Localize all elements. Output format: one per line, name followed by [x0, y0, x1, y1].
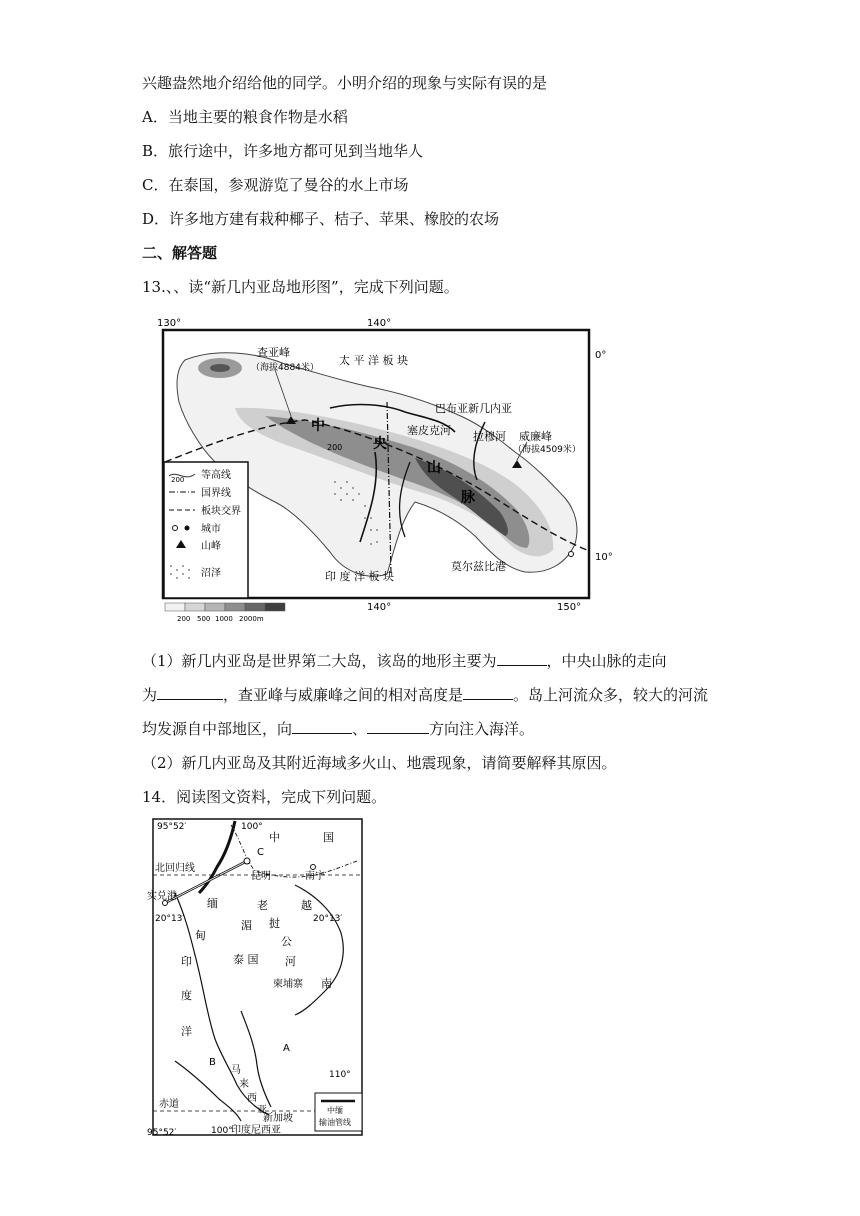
- png-label: 巴布亚新几内亚: [435, 402, 512, 415]
- legend-peak: 山峰: [201, 541, 221, 552]
- answer-blank-river-1[interactable]: [292, 719, 352, 734]
- q13-part1-text-f: 均发源自中部地区，向: [142, 720, 293, 738]
- sittwe-label: 实兑港: [147, 891, 177, 902]
- malaysia-char-4: 亚: [257, 1105, 267, 1116]
- laos-char-2: 挝: [269, 917, 280, 930]
- lat-left: 20°13′: [155, 914, 185, 924]
- china-char-2: 国: [323, 831, 334, 844]
- answer-blank-height[interactable]: [463, 685, 513, 700]
- legend-contour-sample-value: 200: [171, 476, 185, 484]
- malaysia-char-2: 来: [239, 1079, 249, 1090]
- legend-contour: 等高线: [201, 470, 231, 481]
- range-char-4: 脉: [461, 490, 475, 506]
- port-moresby-label: 莫尔兹比港: [451, 560, 506, 573]
- legend-city: 城市: [201, 524, 221, 535]
- q13-part1-text-h: 方向注入海洋。: [429, 720, 535, 738]
- lat-label-10: 10°: [595, 552, 613, 563]
- nanning-label: 南宁: [305, 871, 325, 882]
- legend-swamp: 沼泽: [201, 568, 221, 579]
- map2-legend-line2: 输油管线: [319, 1118, 351, 1127]
- option-c: C．在泰国，参观游览了曼谷的水上市场: [142, 176, 409, 194]
- india-ocean-char-1: 印: [181, 955, 192, 968]
- malaysia-char-3: 西: [247, 1093, 257, 1104]
- viet-char-1: 越: [301, 899, 312, 912]
- q13-part1-line2: [142, 684, 708, 705]
- tropic-label: 北回归线: [155, 863, 195, 874]
- scale-label-1000: 1000: [215, 615, 233, 623]
- burma-char-2: 甸: [195, 929, 206, 942]
- answer-blank-river-2[interactable]: [367, 719, 429, 734]
- western-highland-core: [210, 364, 230, 372]
- option-a: A．当地主要的粮食作物是水稻: [142, 108, 348, 126]
- laos-char-1: 老: [257, 899, 268, 912]
- coord-tr: 100°: [241, 822, 263, 832]
- cambodia-label: 柬埔寨: [273, 979, 303, 990]
- question-13: 13.、、读“新几内亚岛地形图”，完成下列问题。: [142, 278, 459, 296]
- q13-part1-line1: [142, 650, 667, 671]
- elevation-scale: [165, 603, 285, 611]
- q13-part2: （2）新几内亚岛及其附近海域多火山、地震现象，请简要解释其原因。: [142, 754, 617, 772]
- thai-label: 泰 国: [233, 953, 259, 966]
- coord-tl: 95°52′: [157, 822, 187, 832]
- map2-legend-line1: 中缅: [327, 1106, 343, 1115]
- scale-label-500: 500: [197, 615, 211, 623]
- q13-part1-text-g: 、: [352, 720, 368, 738]
- legend-plate: 板块交界: [201, 506, 241, 517]
- range-char-3: 山: [427, 460, 441, 476]
- range-char-1: 中: [311, 418, 325, 434]
- option-d: D．许多地方建有栽种椰子、桔子、苹果、橡胶的农场: [142, 210, 500, 228]
- legend-capital-sample: [185, 526, 190, 531]
- kunming-city: [244, 858, 250, 864]
- jaya-peak-altitude: （海拔4884米）: [251, 363, 319, 373]
- china-char-1: 中: [269, 831, 280, 844]
- legend-border: 国界线: [201, 488, 231, 499]
- burma-char-1: 缅: [207, 897, 218, 910]
- q13-part1-text-e: 。岛上河流众多，较大的河流: [513, 686, 709, 704]
- answer-blank-terrain[interactable]: [497, 651, 547, 666]
- q13-part1-text-a: （1）新几内亚岛是世界第二大岛，该岛的地形主要为: [142, 652, 497, 670]
- letter-a: A: [283, 1043, 290, 1054]
- question-14: 14．阅读图文资料，完成下列问题。: [142, 788, 387, 806]
- wilhelm-peak-name: 威廉峰: [519, 430, 552, 443]
- coord-110: 110°: [329, 1070, 351, 1080]
- singapore-label: 新加坡: [263, 1113, 293, 1124]
- option-b: B．旅行途中，许多地方都可见到当地华人: [142, 142, 424, 160]
- letter-c: C: [257, 847, 264, 858]
- scale-label-2000: 2000m: [239, 615, 264, 623]
- mekong-char-3: 河: [285, 955, 296, 968]
- answer-blank-direction[interactable]: [157, 685, 223, 700]
- kunming-label: 昆明: [251, 871, 271, 882]
- india-ocean-char-3: 洋: [181, 1025, 192, 1038]
- lat-right: 20°13′: [313, 914, 343, 924]
- letter-b: B: [209, 1057, 216, 1068]
- sepik-label: 塞皮克河: [407, 424, 451, 437]
- lon-label-130: 130°: [157, 318, 182, 329]
- text-line-intro: 兴趣盎然地介绍给他的同学。小明介绍的现象与实际有误的是: [142, 74, 548, 92]
- india-ocean-char-2: 度: [181, 989, 192, 1002]
- pacific-plate-label: 太 平 洋 板 块: [339, 354, 408, 367]
- lat-label-0: 0°: [595, 350, 607, 361]
- coord-bottom: 100°: [211, 1126, 233, 1136]
- ramu-label: 拉穆河: [473, 430, 506, 443]
- new-guinea-map: [155, 312, 625, 632]
- malaysia-char-1: 马: [231, 1065, 241, 1076]
- q13-part1-line3: [142, 718, 534, 739]
- q13-part1-text-c: 为: [142, 686, 158, 704]
- legend-city-sample: [173, 526, 178, 531]
- indonesia-label: 印度尼西亚: [231, 1125, 281, 1136]
- q13-part1-text-d: ，查亚峰与威廉峰之间的相对高度是: [223, 686, 464, 704]
- q13-part1-text-b: ，中央山脉的走向: [546, 652, 667, 670]
- lon-label-150: 150°: [557, 602, 582, 613]
- nanning-city: [311, 865, 316, 870]
- wilhelm-peak-altitude: （海拔4509米）: [513, 445, 581, 455]
- port-moresby-city: [569, 552, 574, 557]
- coord-bl: 95°52′: [147, 1128, 177, 1138]
- range-char-2: 央: [373, 436, 387, 452]
- lon-label-140-bottom: 140°: [367, 602, 392, 613]
- mekong-char-1: 湄: [241, 919, 252, 932]
- mekong-char-2: 公: [281, 935, 292, 948]
- lon-label-140-top: 140°: [367, 318, 392, 329]
- scale-label-200: 200: [177, 615, 191, 623]
- jaya-peak-name: 查亚峰: [257, 346, 290, 359]
- equator-label: 赤道: [159, 1099, 179, 1110]
- section-heading: 二、解答题: [142, 244, 218, 262]
- viet-char-2: 南: [321, 977, 332, 990]
- indian-plate-label: 印 度 洋 板 块: [325, 570, 394, 583]
- contour-value: 200: [327, 443, 343, 452]
- china-myanmar-pipeline-map: [145, 815, 370, 1140]
